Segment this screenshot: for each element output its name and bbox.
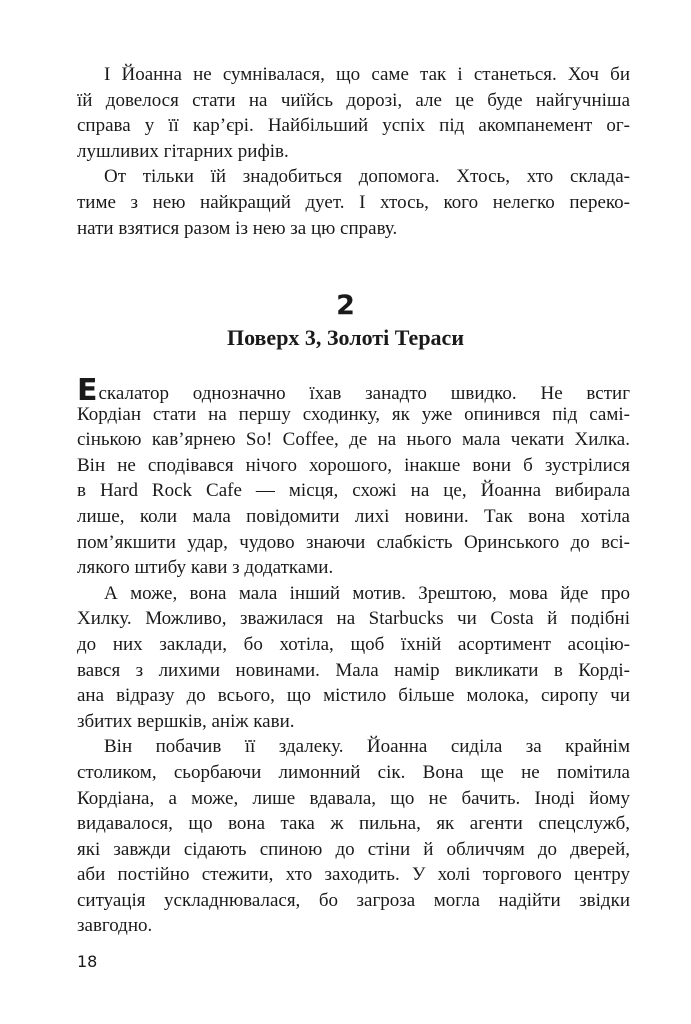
text-line: які завжди сідають спиною до стіни й обличчям до дверей, [77,838,630,860]
text-line-rest: скалатор однозначно їхав занадто швидко. Не встиг [98,383,630,404]
text-line: до них заклади, бо хотіла, щоб їхній асортимент асоцію- [77,633,630,655]
text-line: вався з лихими новинами. Мала намір викликати в Корді- [77,659,630,681]
page-number: 18 [77,952,98,971]
text-line: ситуація ускладнювалася, бо загроза могла надійти звідки [77,889,630,911]
text-line: Він не сподівався нічого хорошого, інакше вони б зустрілися [77,454,630,476]
text-line: І Йоанна не сумнівалася, що саме так і станеться. Хоч би [104,64,630,85]
text-line: лише, коли мала повідомити лихі новини. Так вона хотіла [77,505,630,527]
text-line: нати взятися разом із нею за цю справу. [77,217,398,239]
chapter-body-text-block [77,373,630,939]
chapter-number: 2 [336,290,355,321]
text-line: тиме з нею найкращий дует. І хтось, кого нелегко переко- [77,191,630,213]
text-line: Хилку. Можливо, зважилася на Starbucks чи Costa й подібні [77,608,630,630]
text-line: збитих вершків, аніж кави. [77,710,295,732]
chapter-title: Поверх 3, Золоті Тераси [226,325,464,350]
text-line: лушливих гітарних рифів. [77,140,289,162]
text-line: справа у її кар’єрі. Найбільший успіх під акомпанемент ог- [77,115,630,137]
text-line: А може, вона мала інший мотив. Зрештою, мова йде про [104,582,630,604]
intro-text-block [77,62,630,241]
text-line: аби постійно стежити, хто заходить. У холі торгового центру [77,864,630,886]
text-line: видавалося, що вона така ж пильна, як агенти спецслужб, [77,813,630,835]
text-line: в Hard Rock Cafe — місця, схожі на це, Йоанна вибирала [77,480,630,502]
text-line: Кордіан стати на першу сходинку, як уже опинився під самі- [77,403,630,425]
text-line: Кордіана, а може, лише вдавала, що не бачить. Іноді йому [77,787,630,809]
drop-cap: Е [77,373,98,408]
text-line: лякого штибу кави з додатками. [77,557,334,579]
text-line: столиком, сьорбаючи лимонний сік. Вона ще не помітила [77,761,630,783]
text-line: От тільки їй знадобиться допомога. Хтось, хто склада- [104,166,630,188]
text-line: ана відразу до всього, що містило більше молока, сиропу чи [77,685,630,707]
text-line: завгодно. [77,915,153,937]
text-line: пом’якшити удар, чудово знаючи слабкість Оринського до всі- [77,531,630,553]
text-line: Він побачив її здалеку. Йоанна сиділа за крайнім [104,736,630,758]
text-line: їй довелося стати на чиїйсь дорозі, але це буде найгучніша [77,89,630,111]
text-line-with-dropcap [77,373,630,408]
text-line: сінькою кав’ярнею So! Coffee, де на нього мала чекати Хилка. [77,429,630,451]
